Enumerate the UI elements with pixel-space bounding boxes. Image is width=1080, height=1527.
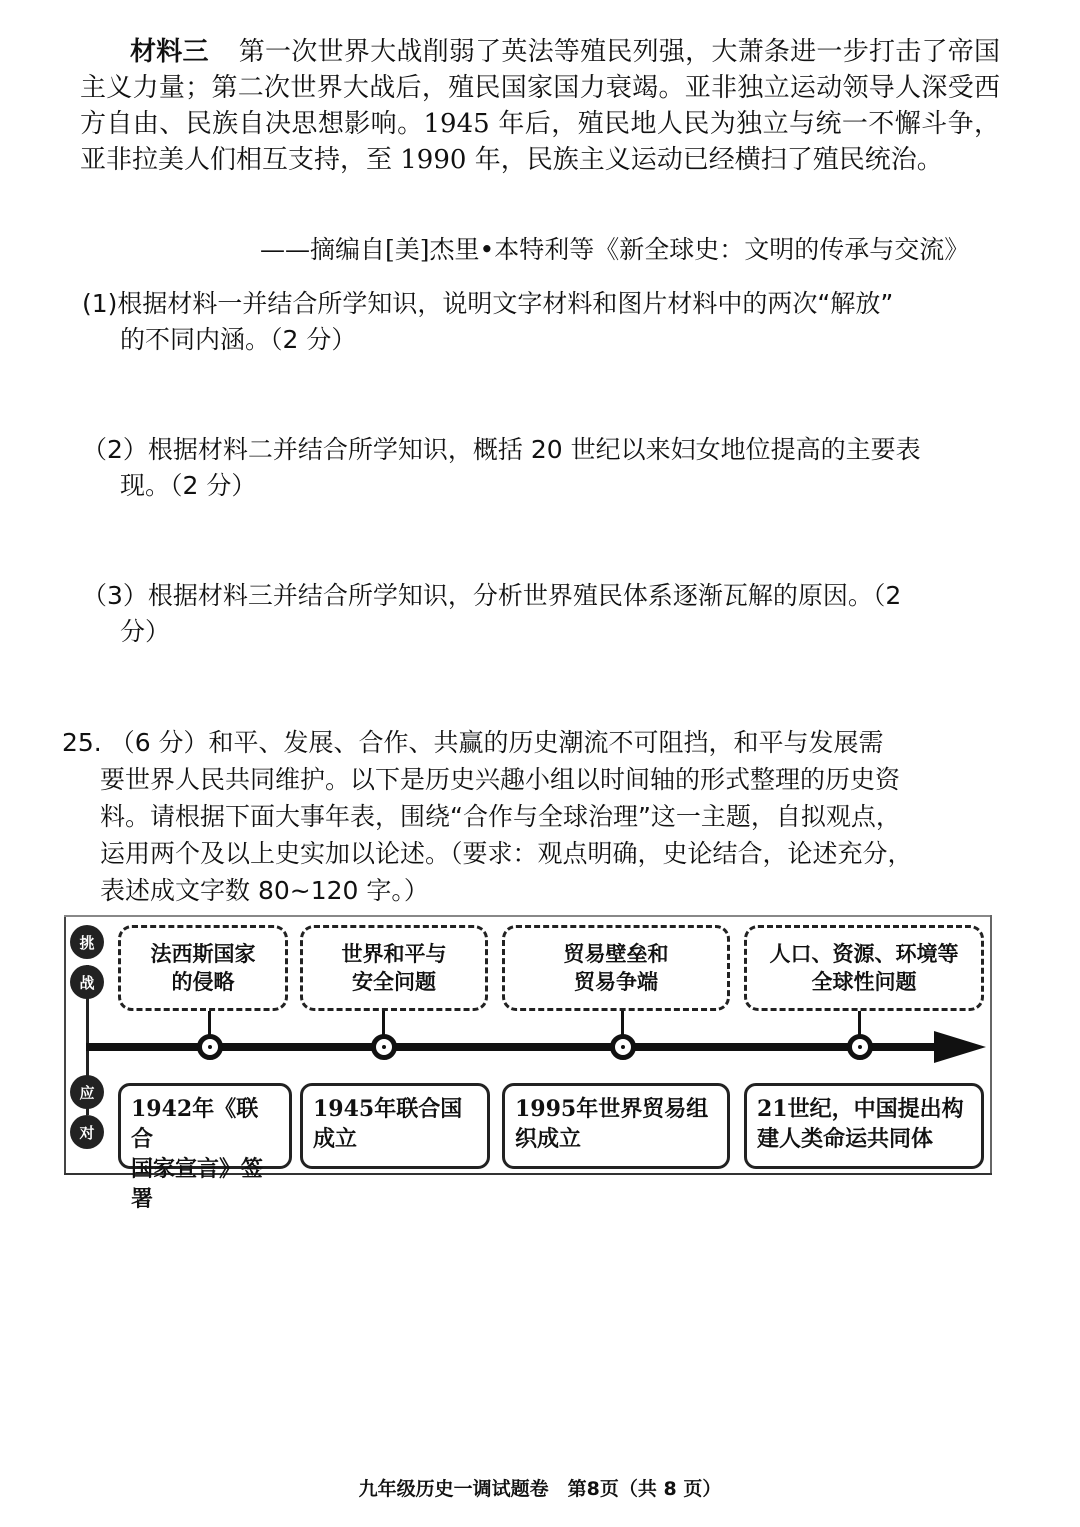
issue-4-line1: 人口、资源、环境等 [769, 942, 959, 966]
event-2-line1: 1945年联合国 [313, 1096, 463, 1122]
question-3-line2: 分） [120, 617, 171, 646]
question-25-line3: 料。请根据下面大事年表，围绕“合作与全球治理”这一主题，自拟观点， [100, 802, 901, 831]
issue-box-global-problems [744, 925, 984, 1011]
timeline-node-1945 [371, 1034, 397, 1060]
stem-1 [208, 1011, 211, 1035]
side-label-response-2: 对 [70, 1115, 104, 1149]
question-1-line1: (1)根据材料一并结合所学知识，说明文字材料和图片材料中的两次“解放” [82, 289, 894, 318]
issue-3-line2: 贸易争端 [574, 970, 658, 994]
timeline-arrow-head [934, 1031, 986, 1063]
question-2 [82, 432, 1002, 504]
issue-1-line2: 的侵略 [171, 970, 235, 994]
timeline-left-border [64, 915, 66, 1173]
event-box-1945 [300, 1083, 490, 1169]
event-3-line2: 织成立 [515, 1126, 582, 1152]
timeline-chart [64, 915, 992, 1212]
issue-2-line2: 安全问题 [352, 970, 436, 994]
event-box-21st-century [744, 1083, 984, 1169]
event-1-line2: 国家宣言》签署 [131, 1156, 264, 1212]
issue-2-line1: 世界和平与 [341, 942, 447, 966]
side-label-response-1: 应 [70, 1075, 104, 1109]
event-4-line1: 21世纪，中国提出构 [757, 1096, 964, 1122]
material3-source: ——摘编自[美]杰里•本特利等《新全球史：文明的传承与交流》 [260, 235, 970, 264]
question-25-line5: 表述成文字数 80~120 字。） [100, 876, 429, 905]
stem-4 [858, 1011, 861, 1035]
question-25-line4: 运用两个及以上史实加以论述。（要求：观点明确，史论结合，论述充分， [100, 839, 913, 868]
issue-box-trade-disputes [502, 925, 730, 1011]
question-25-line1: 25. （6 分）和平、发展、合作、共赢的历史潮流不可阻挡，和平与发展需 [62, 728, 884, 757]
material3-paragraph [80, 34, 1000, 178]
issue-1-line1: 法西斯国家 [150, 942, 256, 966]
event-2-line2: 成立 [313, 1126, 358, 1152]
issue-box-fascist-aggression [118, 925, 288, 1011]
question-1 [82, 286, 1002, 358]
event-1-line1: 1942年《联合 [131, 1096, 259, 1152]
material3-heading: 材料三 [130, 37, 209, 67]
event-4-line2: 建人类命运共同体 [757, 1126, 934, 1152]
timeline-node-1942 [197, 1034, 223, 1060]
event-3-line1: 1995年世界贸易组 [515, 1096, 709, 1122]
question-25-line2: 要世界人民共同维护。以下是历史兴趣小组以时间轴的形式整理的历史资 [100, 765, 901, 794]
timeline-right-border [990, 915, 992, 1173]
issue-4-line2: 全球性问题 [811, 970, 917, 994]
question-2-line1: （2）根据材料二并结合所学知识，概括 20 世纪以来妇女地位提高的主要表 [82, 435, 921, 464]
stem-3 [621, 1011, 624, 1035]
event-box-1995 [502, 1083, 730, 1169]
timeline-node-1995 [610, 1034, 636, 1060]
event-box-1942 [118, 1083, 292, 1212]
material3-text: 第一次世界大战削弱了英法等殖民列强，大萧条进一步打击了帝国主义力量；第二次世界大战后，殖民国家国力衰竭。亚非独立运动领导人深受西方自由、民族自决思想影响。1945 年后，殖民地人民为独立与统一不懈斗争，亚非拉美人们相互支持，至 1990 年，民族主义运动已经横扫了殖民统治。 [80, 37, 1000, 175]
side-label-challenge-2: 战 [70, 965, 104, 999]
question-1-line2: 的不同内涵。（2 分） [120, 325, 357, 354]
page-footer: 九年级历史一调试题卷 第8页（共 8 页） [358, 1478, 722, 1500]
timeline-node-21st-century [847, 1034, 873, 1060]
issue-3-line1: 贸易壁垒和 [563, 942, 669, 966]
question-3 [82, 578, 1002, 650]
stem-2 [382, 1011, 385, 1035]
question-25 [62, 724, 1002, 909]
timeline-top-border [64, 915, 992, 917]
issue-box-peace-security [300, 925, 488, 1011]
question-2-line2: 现。（2 分） [120, 471, 257, 500]
side-label-challenge-1: 挑 [70, 925, 104, 959]
question-3-line1: （3）根据材料三并结合所学知识，分析世界殖民体系逐渐瓦解的原因。（2 [82, 581, 902, 610]
